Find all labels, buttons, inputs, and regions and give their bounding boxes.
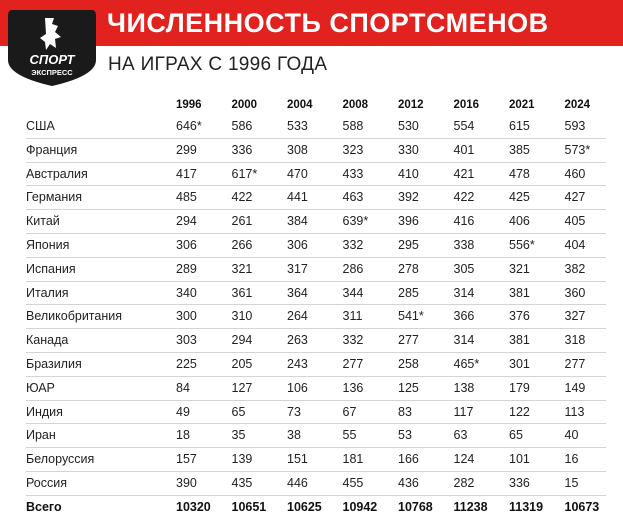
table-cell-value: 84 bbox=[162, 377, 218, 401]
table-cell-value: 285 bbox=[384, 282, 440, 306]
table-cell-value: 166 bbox=[384, 448, 440, 472]
table-cell-value: 533 bbox=[273, 115, 329, 139]
column-header-year: 2012 bbox=[398, 99, 424, 111]
table-cell-value: 593 bbox=[551, 115, 607, 139]
total-cell-value: 10651 bbox=[231, 499, 267, 514]
table-cell-value: 295 bbox=[384, 234, 440, 258]
table-cell-value: 18 bbox=[162, 424, 218, 448]
table-cell-value: 470 bbox=[273, 163, 329, 187]
table-cell-value: 406 bbox=[495, 210, 551, 234]
table-cell-value: 332 bbox=[329, 329, 385, 353]
table-cell-value: 588 bbox=[329, 115, 385, 139]
table-cell-value: 106 bbox=[273, 377, 329, 401]
table-cell-value: 125 bbox=[384, 377, 440, 401]
table-cell-value: 65 bbox=[495, 424, 551, 448]
table-cell-value: 138 bbox=[440, 377, 496, 401]
table-cell-value: 336 bbox=[218, 139, 274, 163]
table-cell-value: 460 bbox=[551, 163, 607, 187]
table-cell-value: 306 bbox=[273, 234, 329, 258]
table-cell-value: 360 bbox=[551, 282, 607, 306]
table-cell-value: 425 bbox=[495, 186, 551, 210]
row-label-country: Германия bbox=[26, 186, 162, 210]
table-cell-value: 286 bbox=[329, 258, 385, 282]
logo-text-sport: СПОРТ bbox=[29, 52, 75, 67]
table-cell-value: 303 bbox=[162, 329, 218, 353]
total-cell-value: 10625 bbox=[287, 499, 322, 514]
table-cell-value: 404 bbox=[551, 234, 607, 258]
table-cell-value: 530 bbox=[384, 115, 440, 139]
table-cell-value: 149 bbox=[551, 377, 607, 401]
table-cell-value: 417 bbox=[162, 163, 218, 187]
row-label-country: США bbox=[26, 115, 162, 139]
column-header-year: 2021 bbox=[509, 99, 535, 111]
page-title: ЧИСЛЕННОСТЬ СПОРТСМЕНОВ bbox=[107, 8, 549, 38]
table-cell-value: 321 bbox=[495, 258, 551, 282]
table-cell-value: 463 bbox=[329, 186, 385, 210]
column-header-year: 2024 bbox=[564, 99, 591, 111]
table-cell-value: 317 bbox=[273, 258, 329, 282]
table-cell-value: 401 bbox=[440, 139, 496, 163]
table-cell-value: 258 bbox=[384, 353, 440, 377]
table-cell-value: 243 bbox=[273, 353, 329, 377]
page-subtitle: НА ИГРАХ С 1996 ГОДА bbox=[108, 54, 328, 75]
total-cell-value: 10768 bbox=[398, 499, 433, 514]
table-cell-value: 314 bbox=[440, 329, 496, 353]
row-label-country: Россия bbox=[26, 472, 162, 496]
table-cell-value: 294 bbox=[162, 210, 218, 234]
table-cell-value: 382 bbox=[551, 258, 607, 282]
table-cell-value: 318 bbox=[551, 329, 607, 353]
row-label-country: Австралия bbox=[26, 163, 162, 187]
row-label-country: Италия bbox=[26, 282, 162, 306]
table-cell-value: 299 bbox=[162, 139, 218, 163]
table-cell-value: 181 bbox=[329, 448, 385, 472]
row-label-country: Иран bbox=[26, 424, 162, 448]
table-cell-value: 314 bbox=[440, 282, 496, 306]
table-cell-value: 83 bbox=[384, 401, 440, 425]
table-cell-value: 40 bbox=[551, 424, 607, 448]
table-cell-value: 436 bbox=[384, 472, 440, 496]
table-cell-value: 277 bbox=[329, 353, 385, 377]
row-label-country: Бразилия bbox=[26, 353, 162, 377]
table-cell-value: 344 bbox=[329, 282, 385, 306]
table-cell-value: 639* bbox=[329, 210, 385, 234]
table-cell-value: 332 bbox=[329, 234, 385, 258]
table-cell-value: 308 bbox=[273, 139, 329, 163]
logo-text-express: ЭКСПРЕСС bbox=[31, 68, 73, 77]
row-label-country: Китай bbox=[26, 210, 162, 234]
table-cell-value: 35 bbox=[218, 424, 274, 448]
table-cell-value: 330 bbox=[384, 139, 440, 163]
table-cell-value: 289 bbox=[162, 258, 218, 282]
table-cell-value: 117 bbox=[440, 401, 496, 425]
table-cell-value: 63 bbox=[440, 424, 496, 448]
table-cell-value: 53 bbox=[384, 424, 440, 448]
table-cell-value: 294 bbox=[218, 329, 274, 353]
table-cell-value: 338 bbox=[440, 234, 496, 258]
table-cell-value: 381 bbox=[495, 329, 551, 353]
table-cell-value: 422 bbox=[440, 186, 496, 210]
table-cell-value: 122 bbox=[495, 401, 551, 425]
table-cell-value: 38 bbox=[273, 424, 329, 448]
table-cell-value: 376 bbox=[495, 305, 551, 329]
table-cell-value: 416 bbox=[440, 210, 496, 234]
column-header-year: 1996 bbox=[176, 99, 202, 111]
row-label-country: ЮАР bbox=[26, 377, 162, 401]
table-cell-value: 646* bbox=[162, 115, 218, 139]
total-cell-value: 11319 bbox=[509, 499, 544, 514]
table-cell-value: 573* bbox=[551, 139, 607, 163]
table-cell-value: 465* bbox=[440, 353, 496, 377]
table-cell-value: 310 bbox=[218, 305, 274, 329]
table-cell-value: 67 bbox=[329, 401, 385, 425]
table-cell-value: 306 bbox=[162, 234, 218, 258]
table-cell-value: 455 bbox=[329, 472, 385, 496]
table-cell-value: 49 bbox=[162, 401, 218, 425]
table-cell-value: 556* bbox=[495, 234, 551, 258]
table-cell-value: 381 bbox=[495, 282, 551, 306]
table-cell-value: 478 bbox=[495, 163, 551, 187]
table-cell-value: 422 bbox=[218, 186, 274, 210]
table-cell-value: 277 bbox=[384, 329, 440, 353]
table-cell-value: 410 bbox=[384, 163, 440, 187]
table-cell-value: 396 bbox=[384, 210, 440, 234]
table-cell-value: 139 bbox=[218, 448, 274, 472]
table-cell-value: 433 bbox=[329, 163, 385, 187]
total-cell-value: 10942 bbox=[342, 499, 378, 514]
table-cell-value: 541* bbox=[384, 305, 440, 329]
total-cell-value: 10320 bbox=[176, 499, 211, 514]
table-cell-value: 300 bbox=[162, 305, 218, 329]
table-cell-value: 446 bbox=[273, 472, 329, 496]
table-cell-value: 205 bbox=[218, 353, 274, 377]
table-cell-value: 327 bbox=[551, 305, 607, 329]
table-cell-value: 586 bbox=[218, 115, 274, 139]
table-cell-value: 364 bbox=[273, 282, 329, 306]
table-cell-value: 127 bbox=[218, 377, 274, 401]
row-label-country: Белоруссия bbox=[26, 448, 162, 472]
table-cell-value: 179 bbox=[495, 377, 551, 401]
table-cell-value: 157 bbox=[162, 448, 218, 472]
table-cell-value: 311 bbox=[329, 305, 385, 329]
table-cell-value: 55 bbox=[329, 424, 385, 448]
table-cell-value: 366 bbox=[440, 305, 496, 329]
table-cell-value: 421 bbox=[440, 163, 496, 187]
table-cell-value: 390 bbox=[162, 472, 218, 496]
table-cell-value: 278 bbox=[384, 258, 440, 282]
table-cell-value: 305 bbox=[440, 258, 496, 282]
table-cell-value: 16 bbox=[551, 448, 607, 472]
table-cell-value: 261 bbox=[218, 210, 274, 234]
table-cell-value: 321 bbox=[218, 258, 274, 282]
table-cell-value: 225 bbox=[162, 353, 218, 377]
table-cell-value: 427 bbox=[551, 186, 607, 210]
row-label-country: Индия bbox=[26, 401, 162, 425]
column-header-year: 2016 bbox=[453, 99, 480, 111]
table-cell-value: 136 bbox=[329, 377, 385, 401]
table-cell-value: 361 bbox=[218, 282, 274, 306]
table-cell-value: 266 bbox=[218, 234, 274, 258]
table-cell-value: 336 bbox=[495, 472, 551, 496]
row-label-country: Испания bbox=[26, 258, 162, 282]
table-cell-value: 282 bbox=[440, 472, 496, 496]
table-cell-value: 15 bbox=[551, 472, 607, 496]
row-label-country: Канада bbox=[26, 329, 162, 353]
table-cell-value: 485 bbox=[162, 186, 218, 210]
header-corner bbox=[26, 95, 162, 115]
row-label-country: Великобритания bbox=[26, 305, 162, 329]
column-header-year: 2008 bbox=[342, 99, 369, 111]
row-label-country: Франция bbox=[26, 139, 162, 163]
table-cell-value: 124 bbox=[440, 448, 496, 472]
table-cell-value: 615 bbox=[495, 115, 551, 139]
column-header-year: 2004 bbox=[287, 99, 313, 111]
table-cell-value: 392 bbox=[384, 186, 440, 210]
table-cell-value: 277 bbox=[551, 353, 607, 377]
table-cell-value: 73 bbox=[273, 401, 329, 425]
table-cell-value: 113 bbox=[551, 401, 607, 425]
table-cell-value: 263 bbox=[273, 329, 329, 353]
total-cell-value: 10673 bbox=[564, 499, 600, 514]
table-cell-value: 385 bbox=[495, 139, 551, 163]
table-cell-value: 101 bbox=[495, 448, 551, 472]
total-cell-value: 11238 bbox=[453, 499, 488, 514]
table-cell-value: 323 bbox=[329, 139, 385, 163]
row-label-total: Всего bbox=[26, 499, 62, 514]
table-cell-value: 617* bbox=[218, 163, 274, 187]
table-cell-value: 340 bbox=[162, 282, 218, 306]
table-cell-value: 405 bbox=[551, 210, 607, 234]
sport-express-logo-icon bbox=[4, 4, 100, 88]
table-cell-value: 65 bbox=[218, 401, 274, 425]
table-cell-value: 441 bbox=[273, 186, 329, 210]
column-header-year: 2000 bbox=[231, 99, 258, 111]
row-label-country: Япония bbox=[26, 234, 162, 258]
table-cell-value: 554 bbox=[440, 115, 496, 139]
table-cell-value: 151 bbox=[273, 448, 329, 472]
table-cell-value: 264 bbox=[273, 305, 329, 329]
athletes-table bbox=[26, 95, 606, 519]
table-cell-value: 301 bbox=[495, 353, 551, 377]
table-cell-value: 384 bbox=[273, 210, 329, 234]
table-cell-value: 435 bbox=[218, 472, 274, 496]
